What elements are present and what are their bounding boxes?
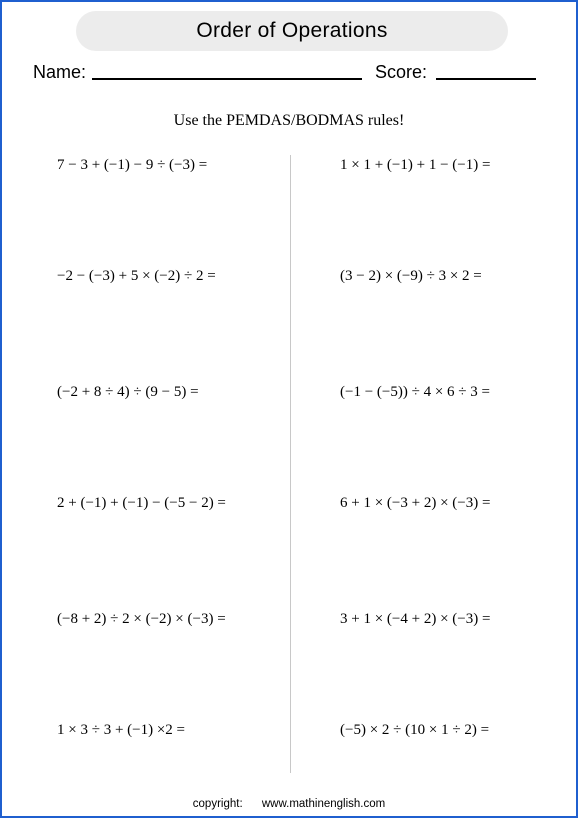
- name-field[interactable]: [92, 78, 362, 80]
- problem-5: (−8 + 2) ÷ 2 × (−2) × (−3) =: [57, 611, 226, 627]
- problem-3: (−2 + 8 ÷ 4) ÷ (9 − 5) =: [57, 384, 199, 400]
- problem-12: (−5) × 2 ÷ (10 × 1 ÷ 2) =: [340, 722, 490, 738]
- problem-9: (−1 − (−5)) ÷ 4 × 6 ÷ 3 =: [340, 384, 490, 400]
- title-banner: [76, 11, 508, 51]
- problem-11: 3 + 1 × (−4 + 2) × (−3) =: [340, 611, 491, 627]
- problem-8: (3 − 2) × (−9) ÷ 3 × 2 =: [340, 268, 482, 284]
- problem-6: 1 × 3 ÷ 3 + (−1) ×2 =: [57, 722, 186, 738]
- footer: [0, 798, 578, 810]
- problem-2: −2 − (−3) + 5 × (−2) ÷ 2 =: [57, 268, 216, 284]
- problem-7: 1 × 1 + (−1) + 1 − (−1) =: [340, 157, 491, 173]
- copyright-label: copyright:: [192, 798, 243, 810]
- problem-4: 2 + (−1) + (−1) − (−5 − 2) =: [57, 495, 226, 511]
- name-label: Name:: [33, 62, 87, 82]
- instructions: Use the PEMDAS/BODMAS rules!: [173, 112, 405, 129]
- score-field[interactable]: [436, 78, 536, 80]
- column-divider: [290, 155, 291, 773]
- problem-1: 7 − 3 + (−1) − 9 ÷ (−3) =: [57, 157, 208, 173]
- site-link[interactable]: www.mathinenglish.com: [261, 798, 386, 810]
- page-title: Order of Operations: [196, 19, 388, 42]
- score-label: Score:: [375, 62, 428, 82]
- problem-10: 6 + 1 × (−3 + 2) × (−3) =: [340, 495, 491, 511]
